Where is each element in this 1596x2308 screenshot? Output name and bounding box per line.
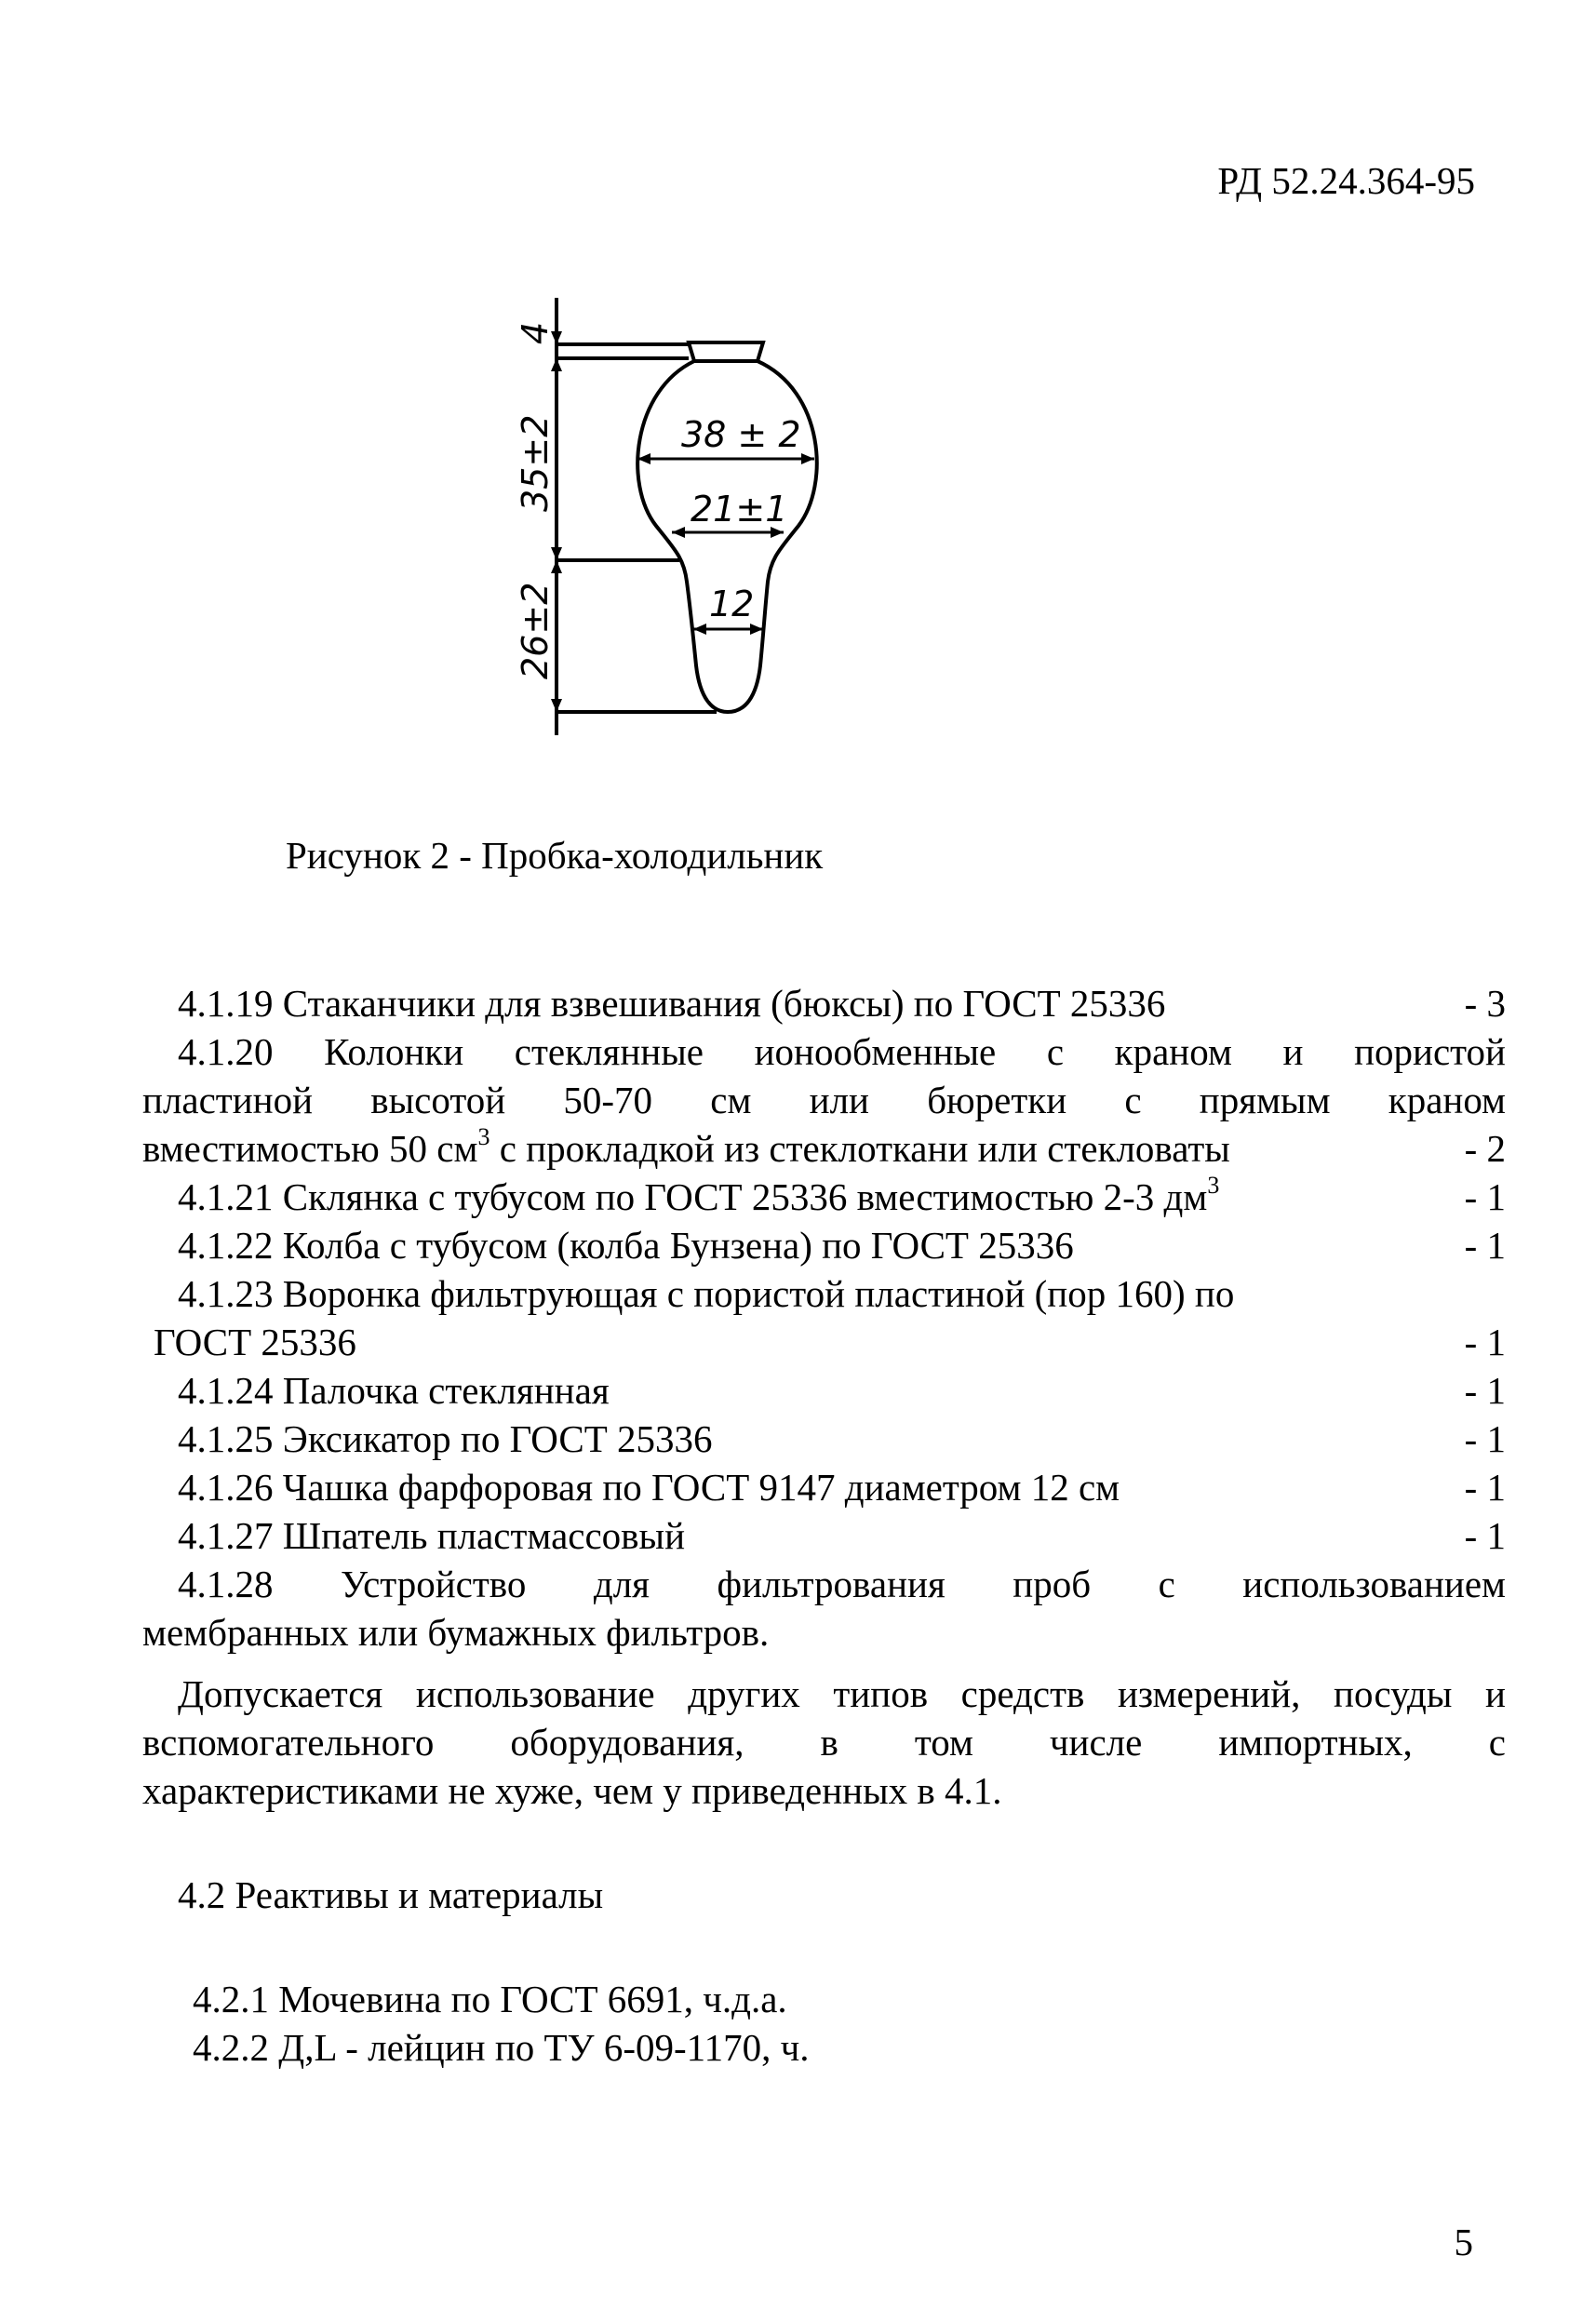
item-count: - 1 bbox=[1464, 1175, 1506, 1218]
document-number: РД 52.24.364-95 bbox=[1217, 159, 1475, 202]
item-line: 4.1.23 Воронка фильтрующая с пористой пластиной (пор 160) по bbox=[178, 1272, 1235, 1315]
note-line: характеристиками не хуже, чем у приведенных в 4.1. bbox=[142, 1769, 1002, 1812]
section-title: 4.2 Реактивы и материалы bbox=[178, 1873, 604, 1916]
item-text: 4.1.22 Колба с тубусом (колба Бунзена) по ГОСТ 25336 bbox=[178, 1224, 1074, 1267]
item-text: вместимостью 50 $см^3$ с прокладкой из стеклоткани или стекловаты bbox=[142, 1123, 1230, 1170]
figure-caption: Рисунок 2 - Пробка-холодильник bbox=[286, 834, 824, 877]
dim-lower: 26±2 bbox=[515, 582, 556, 679]
list-item bbox=[142, 1463, 1506, 1511]
dim-upper: 35±2 bbox=[515, 414, 556, 512]
item-text: 4.1.19 Стаканчики для взвешивания (бюксы) по ГОСТ 25336 bbox=[178, 982, 1166, 1025]
item-count: - 1 bbox=[1464, 1224, 1506, 1267]
figure-stopper-cooler-drawing bbox=[484, 288, 968, 754]
item-text: 4.1.25 Эксикатор по ГОСТ 25336 bbox=[178, 1417, 713, 1460]
item-line: 4.1.28 Устройство для фильтрования проб с использованием bbox=[178, 1563, 1506, 1605]
dim-neck: 21±1 bbox=[691, 489, 788, 530]
dim-tip: 12 bbox=[709, 584, 755, 624]
item-line: мембранных или бумажных фильтров. bbox=[142, 1611, 770, 1654]
item-count: - 1 bbox=[1464, 1514, 1506, 1557]
dim-top: 4 bbox=[515, 321, 556, 344]
note-line: вспомогательного оборудования, в том числе импортных, с bbox=[142, 1721, 1506, 1764]
item-text: 4.1.24 Палочка стеклянная bbox=[178, 1369, 610, 1412]
list-item bbox=[142, 1221, 1506, 1269]
page-number: 5 bbox=[1454, 2221, 1473, 2263]
list-item bbox=[142, 979, 1506, 1027]
item-line: пластиной высотой 50-70 см или бюретки с прямым краном bbox=[142, 1079, 1506, 1121]
list-item bbox=[142, 1318, 1506, 1366]
item-line: 4.1.20 Колонки стеклянные ионообменные с краном и пористой bbox=[178, 1030, 1506, 1073]
item-text: 4.1.26 Чашка фарфоровая по ГОСТ 9147 диаметром 12 см bbox=[178, 1466, 1120, 1509]
item-count: - 1 bbox=[1464, 1321, 1506, 1363]
list-item bbox=[142, 1415, 1506, 1463]
item-text: ГОСТ 25336 bbox=[154, 1321, 356, 1363]
dim-wide: 38 ± 2 bbox=[681, 414, 801, 455]
item-text: 4.1.27 Шпатель пластмассовый bbox=[178, 1514, 686, 1557]
list-item bbox=[142, 1124, 1506, 1173]
note-line: Допускается использование других типов средств измерений, посуды и bbox=[178, 1672, 1506, 1715]
section-item: 4.2.1 Мочевина по ГОСТ 6691, ч.д.а. bbox=[193, 1978, 787, 2020]
item-count: - 1 bbox=[1464, 1466, 1506, 1509]
item-count: - 1 bbox=[1464, 1417, 1506, 1460]
list-item bbox=[142, 1511, 1506, 1560]
item-count: - 2 bbox=[1464, 1127, 1506, 1170]
section-item: 4.2.2 Д,L - лейцин по ТУ 6-09-1170, ч. bbox=[193, 2026, 810, 2069]
item-count: - 3 bbox=[1464, 982, 1506, 1025]
list-item bbox=[142, 1173, 1506, 1221]
item-text: 4.1.21 Склянка с тубусом по ГОСТ 25336 вместимостью 2-3 $дм^3$ bbox=[178, 1172, 1220, 1218]
item-count: - 1 bbox=[1464, 1369, 1506, 1412]
list-item bbox=[142, 1366, 1506, 1415]
